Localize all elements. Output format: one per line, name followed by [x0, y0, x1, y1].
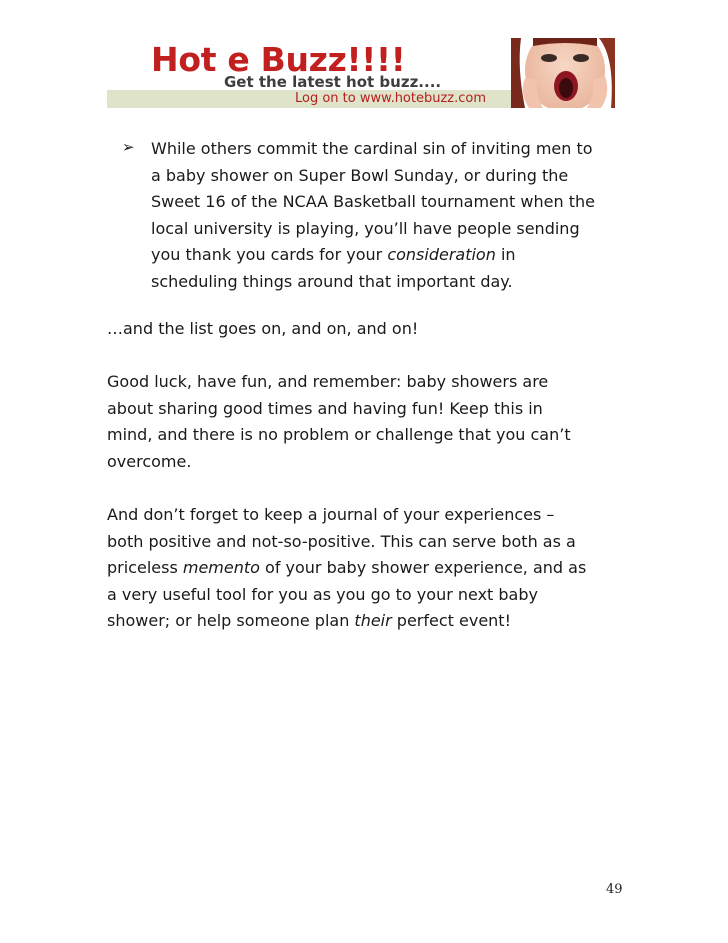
paragraph-journal — [107, 502, 586, 635]
emphasis: consideration — [387, 245, 496, 265]
text-line: a very useful tool for you as you go to your next baby — [107, 584, 538, 604]
text-run: in — [495, 245, 516, 265]
text-line: …and the list goes on, and on, and on! — [107, 319, 419, 338]
text-line: Good luck, have fun, and remember: baby showers are — [107, 372, 549, 391]
surprised-woman-photo — [511, 38, 615, 108]
text-line: scheduling things around that important day. — [151, 271, 513, 291]
text-line: And don’t forget to keep a journal of your experiences – — [107, 505, 555, 524]
paragraph-good-luck — [107, 369, 571, 475]
page-number: 49 — [606, 882, 623, 897]
banner-title: Hot e Buzz!!!! — [151, 40, 406, 79]
text-run: priceless — [107, 558, 183, 578]
banner-tagline: Get the latest hot buzz.... — [224, 73, 442, 91]
paragraph-list-goes-on — [107, 316, 418, 343]
text-run: of your baby shower experience, and as — [259, 558, 587, 578]
text-line: overcome. — [107, 451, 192, 471]
text-line — [151, 242, 595, 269]
text-line — [107, 555, 586, 582]
hotebuzz-banner — [107, 38, 615, 108]
arrowhead-bullet-icon: ➢ — [122, 138, 135, 156]
banner-url: Log on to www.hotebuzz.com — [295, 91, 487, 106]
emphasis: memento — [182, 558, 260, 578]
text-line: local university is playing, you’ll have people sending — [151, 218, 580, 238]
text-line: While others commit the cardinal sin of inviting men to — [151, 139, 593, 158]
text-run: shower; or help someone plan — [107, 611, 355, 631]
text-line: about sharing good times and having fun! Keep this in — [107, 398, 543, 418]
text-line: mind, and there is no problem or challenge that you can’t — [107, 425, 571, 445]
bullet-text — [151, 136, 595, 296]
text-run: you thank you cards for your — [151, 245, 388, 265]
text-run: perfect event! — [391, 611, 511, 631]
text-line: a baby shower on Super Bowl Sunday, or during the — [151, 165, 569, 185]
text-line: Sweet 16 of the NCAA Basketball tournament when the — [151, 192, 595, 212]
text-line: both positive and not-so-positive. This can serve both as a — [107, 531, 576, 551]
text-line — [107, 608, 586, 635]
emphasis: their — [354, 611, 392, 631]
